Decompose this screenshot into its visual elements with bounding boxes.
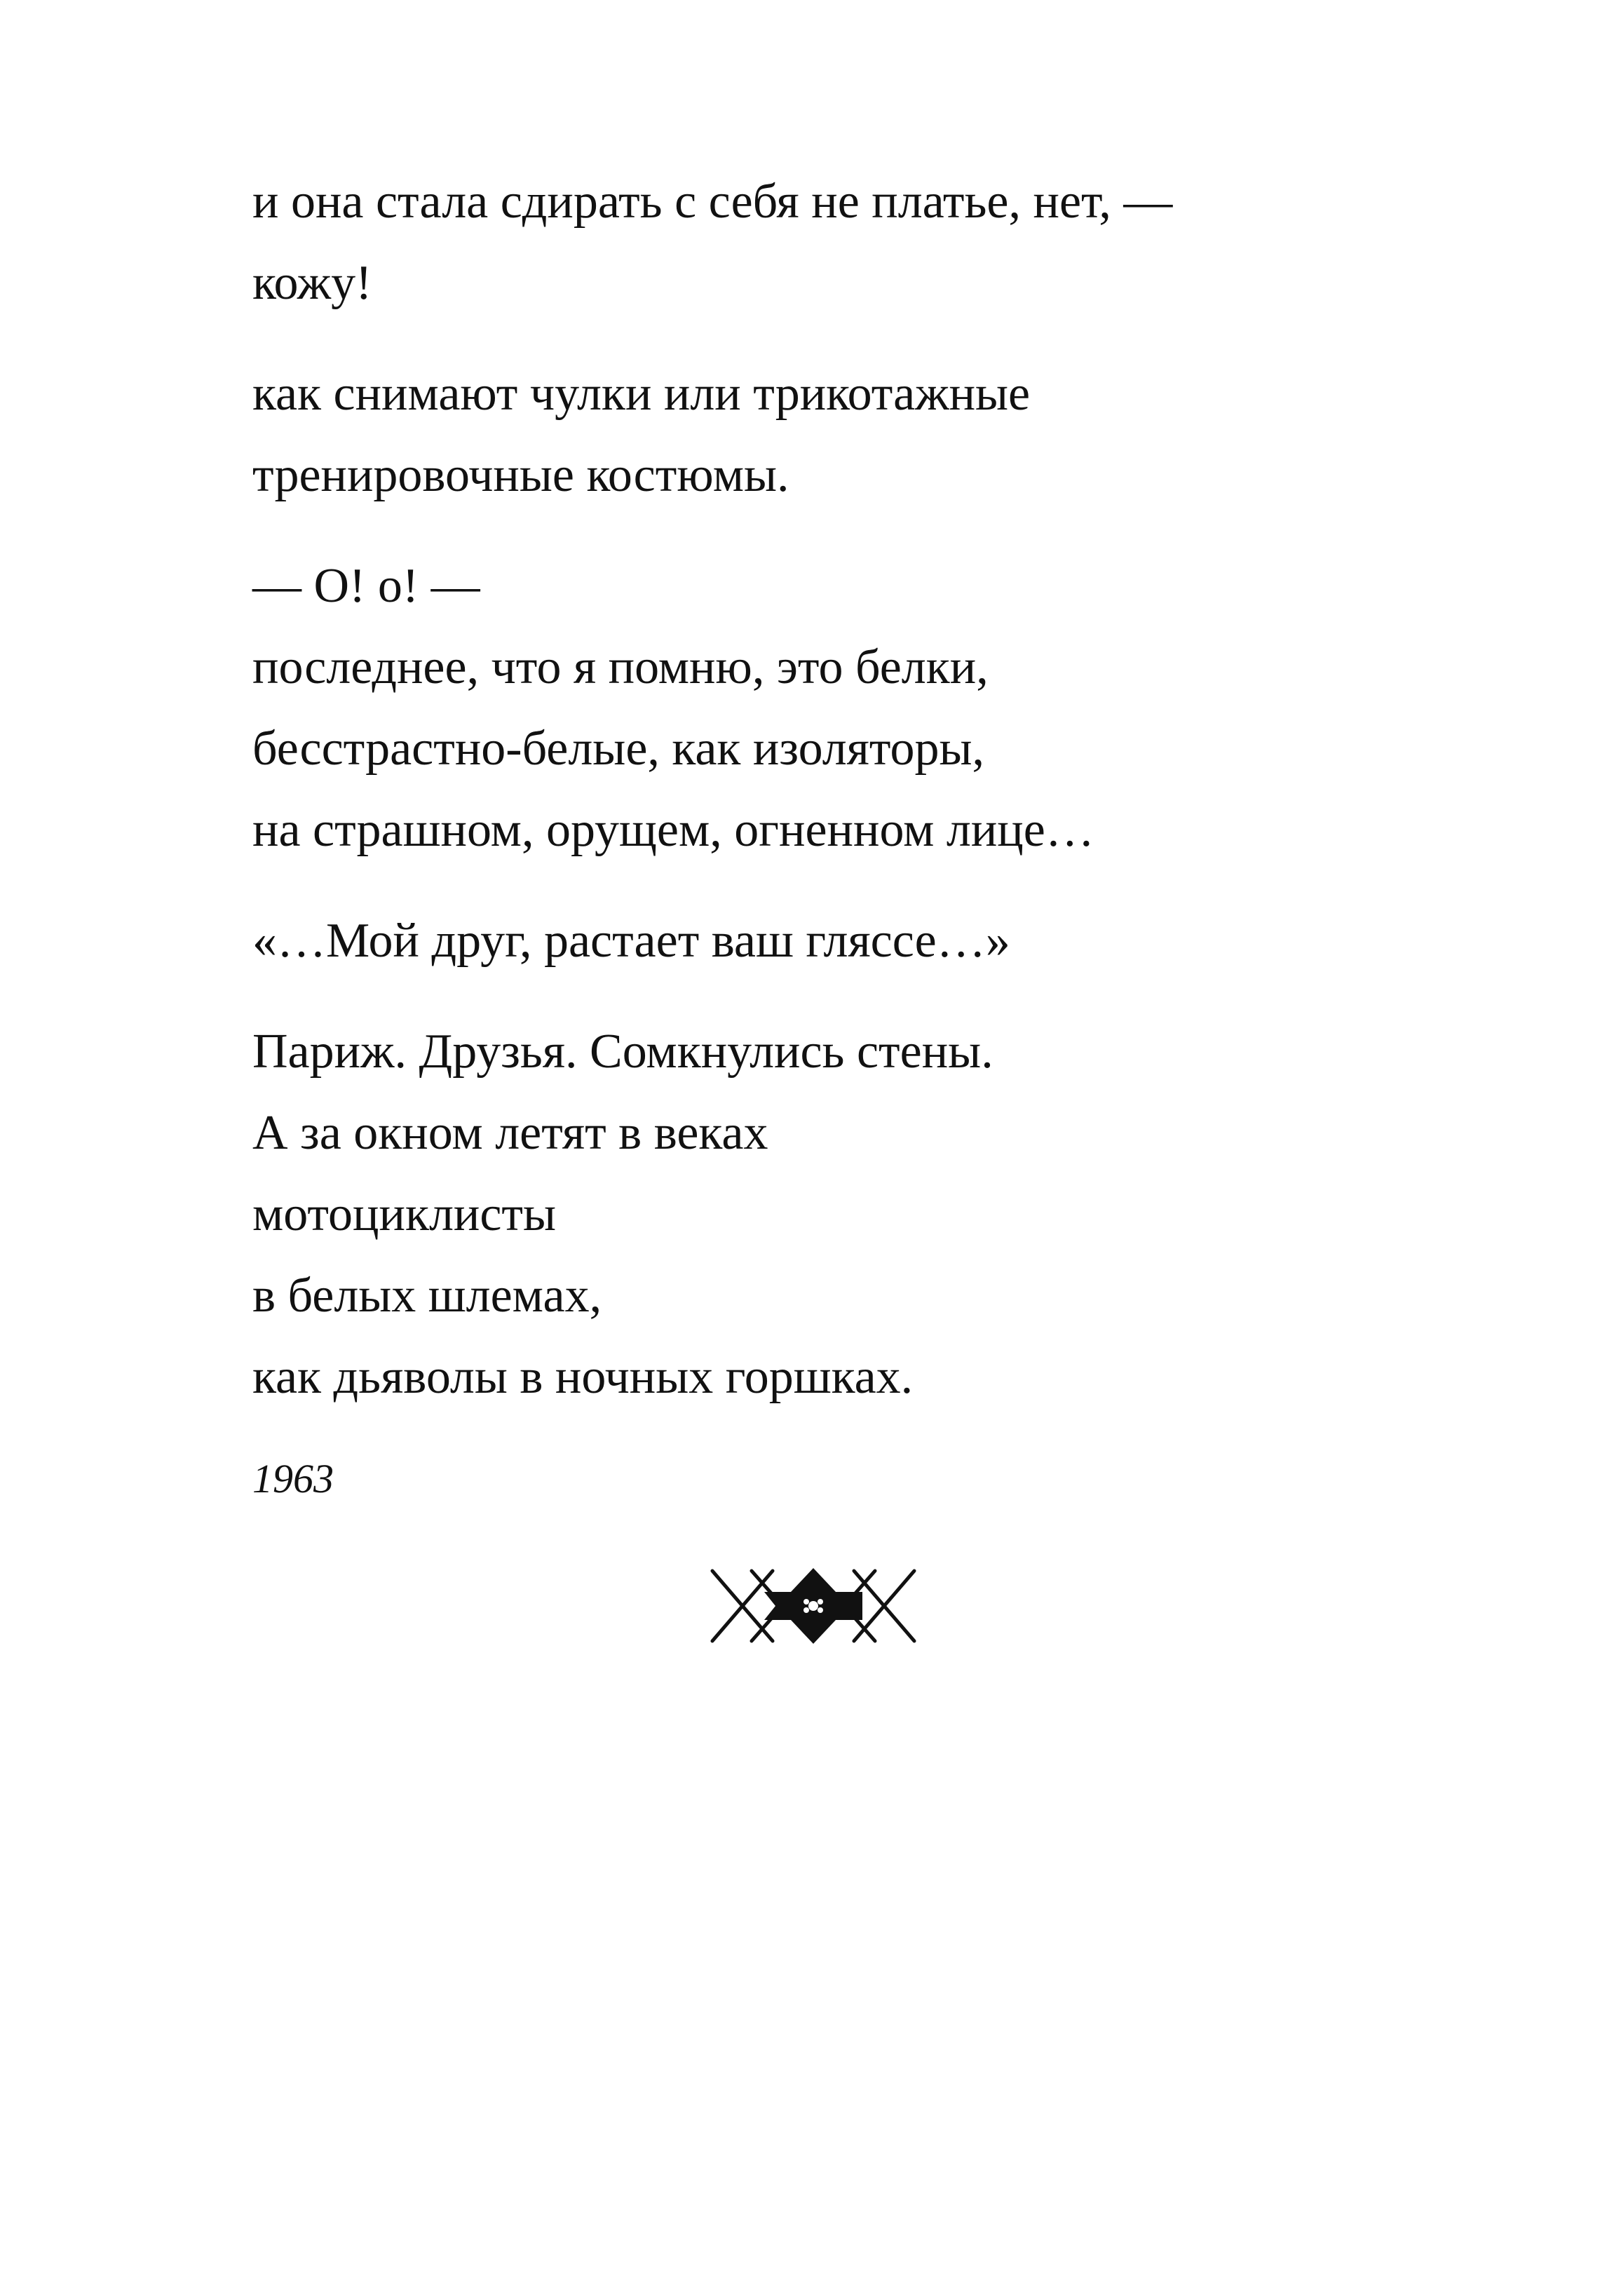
poem-line: тренировочные костюмы.: [252, 448, 789, 502]
poem-line: бесстрастно-белые, как изоляторы,: [252, 722, 985, 776]
poem-line: кожу!: [252, 256, 372, 310]
poem-line: и она стала сдирать с себя не платье, нет, —: [252, 175, 1173, 229]
stanza-2: [252, 353, 1514, 516]
poem-year: 1963: [252, 1456, 334, 1501]
stanza-4: [252, 900, 1514, 982]
poem-line: в белых шлемах,: [252, 1269, 602, 1323]
poem-line: как снимают чулки или трикотажные: [252, 367, 1031, 421]
stanza-1: [252, 161, 1514, 324]
poem-line: А за окном летят в веках: [252, 1106, 768, 1160]
poem-line: «…Мой друг, растает ваш гляссе…»: [252, 914, 1010, 968]
stanza-5: [252, 1011, 1514, 1418]
poem-line: как дьяволы в ночных горшках.: [252, 1350, 914, 1404]
poem-line: на страшном, орущем, огненном лице…: [252, 803, 1094, 857]
stanza-3: [252, 546, 1514, 871]
poem-line: последнее, что я помню, это белки,: [252, 640, 989, 694]
poem-line: — О! о! —: [252, 559, 480, 613]
poem-line: мотоциклисты: [252, 1187, 557, 1241]
poem-line: Париж. Друзья. Сомкнулись стены.: [252, 1025, 993, 1079]
poem: [252, 161, 1514, 1511]
diamond-cross-ornament-icon: [708, 1562, 918, 1649]
